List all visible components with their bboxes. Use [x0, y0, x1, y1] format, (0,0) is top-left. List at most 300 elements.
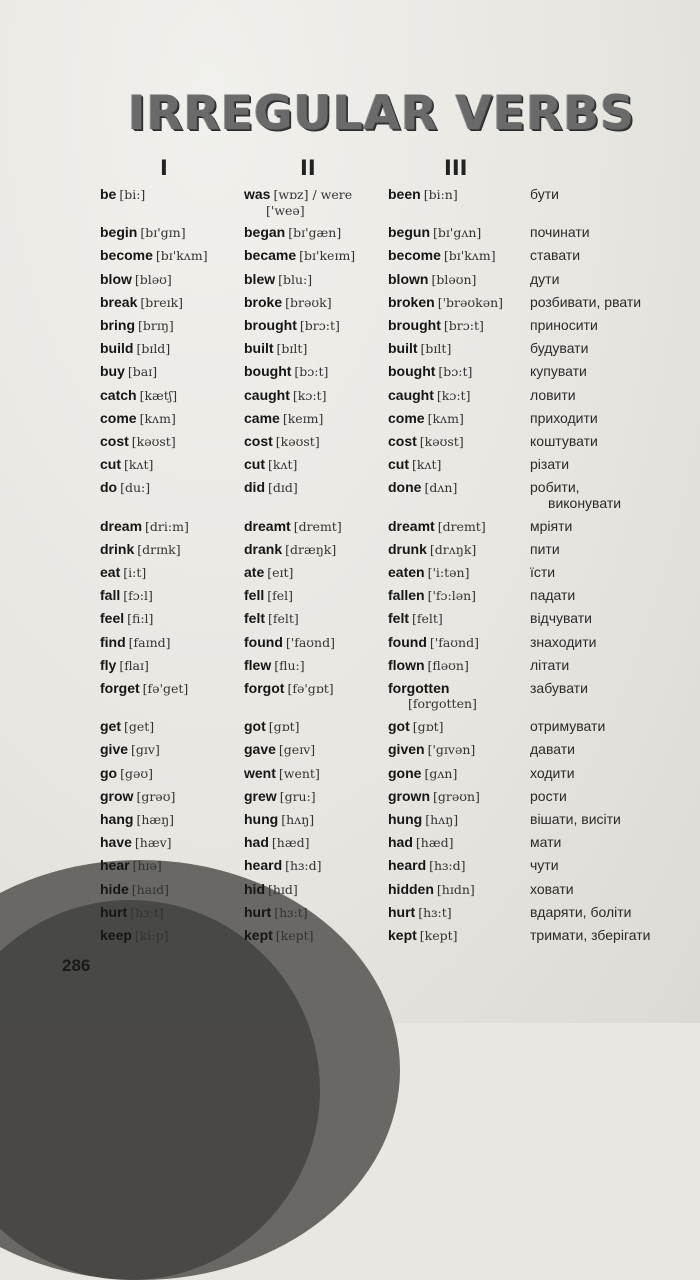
verb-word: keep: [100, 927, 132, 943]
past-simple: [244, 224, 341, 241]
base-form: [100, 541, 181, 558]
verb-word: go: [100, 764, 118, 781]
translation-text: знаходити: [530, 633, 597, 650]
verb-word: heard: [244, 857, 283, 874]
past-simple: [244, 634, 335, 651]
transcription: [kept]: [419, 928, 458, 943]
verb-word: be: [100, 186, 117, 202]
past-participle: [388, 811, 458, 828]
past-simple: [244, 881, 298, 898]
transcription: [fɔ:l]: [123, 588, 153, 604]
transcription: [grəʊ]: [136, 788, 176, 804]
verb-word: was: [244, 186, 271, 202]
translation-text: ставати: [530, 247, 581, 264]
verb-word: hurt: [388, 903, 416, 920]
base-form: [100, 340, 170, 357]
past-participle: [388, 741, 475, 758]
transcription: [dremt]: [437, 518, 486, 534]
base-form: [100, 610, 153, 627]
column-header-1: I: [160, 156, 168, 180]
base-form: [100, 564, 146, 581]
verb-word: done: [388, 479, 422, 496]
transcription: [bɪ'gæn]: [288, 225, 342, 241]
base-form: [100, 634, 171, 651]
verb-word: fly: [100, 656, 117, 673]
verb-word: found: [388, 633, 427, 650]
base-form: [100, 718, 154, 735]
transcription: [bɪld]: [136, 341, 171, 357]
transcription: [dræŋk]: [285, 541, 337, 557]
past-simple: [244, 927, 314, 944]
transcription: [fi:l]: [127, 611, 154, 627]
verb-word: drunk: [388, 540, 427, 557]
transcription: ['fɔ:lən]: [427, 588, 477, 604]
transcription: [kʌt]: [268, 457, 298, 473]
transcription: [went]: [278, 765, 320, 781]
transcription: [hʌŋ]: [425, 812, 459, 827]
translation: [530, 247, 580, 263]
translation-text: приносити: [530, 317, 598, 333]
transcription: [kəʊst]: [131, 434, 176, 449]
verb-word: hide: [100, 880, 129, 897]
base-form: [100, 479, 150, 496]
verb-word: hurt: [100, 903, 128, 920]
verb-word: fall: [100, 587, 121, 604]
past-simple: [244, 610, 299, 627]
past-simple: [244, 271, 312, 288]
base-form: [100, 680, 188, 697]
past-simple: [244, 811, 314, 828]
transcription: ['brəʊkən]: [437, 294, 504, 310]
transcription: [haɪd]: [131, 881, 170, 897]
verb-word: bought: [244, 363, 292, 380]
past-simple: [244, 247, 355, 264]
transcription: [gɪv]: [131, 742, 160, 758]
transcription: [gəʊ]: [120, 765, 154, 781]
verb-word: forget: [100, 680, 140, 696]
translation: [530, 788, 567, 804]
transcription: [kəʊst]: [275, 434, 320, 449]
verb-word: cost: [388, 433, 417, 449]
verb-word: had: [388, 834, 413, 851]
translation: [530, 410, 598, 426]
verb-word: found: [244, 633, 283, 650]
translation-text: ховати: [530, 880, 574, 897]
transcription: ['gɪvən]: [427, 742, 476, 758]
column-header-3: III: [444, 156, 468, 180]
verb-word: caught: [244, 386, 290, 403]
past-participle: [388, 857, 466, 874]
translation: [530, 363, 587, 379]
verb-word: begin: [100, 224, 138, 241]
translation: [530, 433, 598, 449]
translation: [530, 811, 621, 827]
transcription-line2: ['weə]: [266, 203, 305, 218]
transcription: [i:t]: [123, 565, 147, 580]
translation: [530, 927, 650, 943]
verb-word: bought: [388, 363, 436, 380]
past-participle: [388, 587, 476, 604]
transcription: [breɪk]: [140, 294, 184, 310]
page-number: 286: [62, 956, 91, 975]
past-simple: [244, 387, 326, 404]
past-participle: [388, 927, 458, 944]
transcription: [hɪdn]: [436, 881, 475, 897]
past-simple: [244, 657, 305, 674]
verb-word: brought: [244, 317, 297, 333]
transcription: [kept]: [275, 928, 314, 943]
verb-word: do: [100, 479, 118, 496]
transcription: [dri:m]: [145, 518, 189, 534]
verb-word: hung: [388, 811, 423, 827]
past-simple: [244, 518, 342, 535]
transcription: [drɪnk]: [137, 541, 181, 557]
base-form: [100, 518, 189, 535]
verb-word: heard: [388, 857, 427, 874]
verb-word: flown: [388, 656, 425, 673]
verb-word: break: [100, 293, 138, 310]
transcription: [hɪə]: [132, 858, 162, 874]
transcription: [hɜ:d]: [285, 858, 322, 874]
transcription: [ki:p]: [134, 928, 169, 943]
base-form: [100, 881, 169, 898]
transcription: [bɪ'keɪm]: [299, 248, 356, 264]
base-form: [100, 433, 176, 450]
verb-word: dream: [100, 517, 143, 534]
translation-text: рости: [530, 787, 567, 804]
transcription: [wɒz] / were: [273, 187, 353, 202]
verb-word: blown: [388, 270, 429, 287]
base-form: [100, 811, 174, 828]
translation: [530, 564, 555, 580]
verb-word: did: [244, 479, 265, 496]
translation: [530, 271, 559, 287]
verb-word: cut: [100, 456, 121, 473]
translation-text: різати: [530, 456, 570, 473]
past-participle: [388, 410, 464, 427]
verb-word: kept: [388, 927, 417, 943]
past-simple: [244, 904, 308, 921]
base-form: [100, 788, 175, 805]
base-form: [100, 587, 153, 604]
translation: [530, 186, 559, 202]
past-simple: [244, 479, 298, 496]
verb-word: went: [244, 764, 276, 781]
base-form: [100, 904, 164, 921]
past-participle: [388, 387, 470, 404]
translation-text: чути: [530, 857, 559, 874]
transcription: [kʌm]: [139, 410, 176, 426]
transcription: [hæŋ]: [136, 812, 175, 827]
transcription: [hʌŋ]: [281, 812, 315, 827]
verb-word: cut: [244, 456, 265, 473]
transcription: [kʌt]: [412, 457, 442, 473]
past-participle: [388, 634, 479, 651]
transcription: [bɪlt]: [276, 341, 308, 357]
translation: [530, 904, 631, 920]
past-participle: [388, 294, 503, 311]
verb-word: grew: [244, 787, 277, 804]
base-form: [100, 857, 162, 874]
verb-word: come: [100, 409, 137, 426]
transcription: [kætʃ]: [139, 387, 178, 403]
transcription: [kɔ:t]: [436, 387, 471, 403]
transcription: [bɪlt]: [420, 341, 452, 357]
translation-text: робити,: [530, 479, 580, 496]
verb-word: hurt: [244, 903, 272, 920]
page-title: IRREGULAR VERBS: [128, 86, 635, 141]
transcription: [flaɪ]: [119, 657, 149, 673]
base-form: [100, 186, 145, 203]
transcription: [hɜ:t]: [418, 904, 452, 920]
verb-word: give: [100, 741, 129, 758]
past-participle: [388, 881, 475, 898]
verb-word: eaten: [388, 564, 425, 580]
translation-text: купувати: [530, 363, 587, 380]
translation-text: мати: [530, 834, 562, 851]
past-participle: [388, 788, 480, 805]
past-simple: [244, 541, 336, 558]
verb-word: become: [388, 247, 441, 264]
translation: [530, 657, 569, 673]
transcription: [brɔ:t]: [443, 318, 484, 333]
past-participle: [388, 718, 444, 735]
verb-word: ate: [244, 564, 265, 580]
transcription: [hæd]: [415, 835, 454, 851]
translation-text: коштувати: [530, 433, 598, 449]
transcription: ['faʊnd]: [285, 634, 335, 650]
verb-word: dreamt: [388, 517, 435, 534]
translation-text: бути: [530, 186, 559, 202]
transcription: [hɜ:t]: [130, 904, 164, 920]
verb-word: hear: [100, 857, 130, 874]
verb-word: get: [100, 718, 121, 735]
base-form: [100, 294, 183, 311]
translation: [530, 340, 588, 356]
verb-word: buy: [100, 363, 125, 380]
transcription: [kʌt]: [124, 457, 154, 473]
translation: [530, 834, 561, 850]
transcription: ['faʊnd]: [429, 634, 479, 650]
transcription: [felt]: [412, 611, 443, 627]
past-participle: [388, 186, 458, 203]
transcription: [bi:n]: [423, 187, 458, 202]
past-participle: [388, 456, 441, 473]
transcription: [bɪ'kʌm]: [443, 248, 496, 264]
transcription: [hæv]: [134, 835, 172, 851]
transcription: [kʌm]: [427, 410, 464, 426]
verb-word: hang: [100, 811, 134, 827]
column-header-2: II: [300, 156, 316, 180]
past-participle: [388, 224, 481, 241]
translation: [530, 765, 575, 781]
transcription: [du:]: [120, 480, 151, 496]
past-simple: [244, 765, 320, 782]
past-participle: [388, 271, 476, 288]
verb-word: broke: [244, 293, 283, 310]
verb-word: felt: [388, 610, 409, 627]
past-participle: [388, 317, 484, 334]
translation: [530, 387, 576, 403]
past-participle: [388, 363, 472, 380]
translation-text: ловити: [530, 386, 576, 403]
verb-word: forgot: [244, 680, 285, 696]
translation: [530, 541, 560, 557]
past-simple: [244, 718, 300, 735]
base-form: [100, 224, 186, 241]
verb-word: began: [244, 224, 286, 241]
translation-line2: виконувати: [548, 495, 622, 512]
translation-text: мріяти: [530, 517, 573, 534]
transcription: [dremt]: [293, 518, 342, 534]
transcription: [gɒt]: [268, 719, 300, 735]
verb-word: hid: [244, 880, 265, 897]
verb-word: got: [244, 718, 266, 735]
translation: [530, 456, 569, 472]
past-participle: [388, 247, 496, 264]
translation-text: забувати: [530, 680, 588, 696]
past-participle: [388, 610, 443, 627]
translation: [530, 479, 621, 511]
transcription: [bɔ:t]: [294, 364, 329, 380]
transcription: [dʌn]: [424, 480, 458, 496]
translation-text: ходити: [530, 764, 575, 781]
verb-word: brought: [388, 317, 441, 333]
translation: [530, 317, 598, 333]
past-simple: [244, 587, 293, 604]
verb-word: had: [244, 834, 269, 851]
verb-word: got: [388, 718, 410, 735]
verb-word: grown: [388, 787, 430, 804]
verb-word: become: [100, 247, 153, 264]
transcription: [fə'gɒt]: [287, 681, 334, 696]
verb-word: caught: [388, 386, 434, 403]
verb-word: have: [100, 834, 132, 851]
base-form: [100, 456, 153, 473]
base-form: [100, 927, 168, 944]
verb-word: drink: [100, 540, 135, 557]
transcription: [keɪm]: [282, 410, 324, 426]
transcription: [fə'get]: [142, 681, 189, 696]
translation-text: відчувати: [530, 610, 593, 627]
translation-text: вдаряти, боліти: [530, 903, 632, 920]
verb-word: given: [388, 741, 425, 758]
transcription: [dɪd]: [268, 480, 298, 496]
verb-word: gone: [388, 764, 422, 781]
base-form: [100, 834, 172, 851]
past-simple: [244, 294, 332, 311]
past-simple: [244, 788, 316, 805]
verb-word: gave: [244, 741, 276, 758]
base-form: [100, 410, 176, 427]
verb-word: blew: [244, 270, 276, 287]
past-simple: [244, 564, 293, 581]
transcription: [hɜ:t]: [274, 904, 308, 920]
verb-word: felt: [244, 610, 265, 627]
verb-word: feel: [100, 610, 125, 627]
transcription: [flu:]: [274, 657, 305, 673]
verb-word: catch: [100, 386, 137, 403]
base-form: [100, 657, 149, 674]
past-participle: [388, 518, 486, 535]
transcription-line2: [forgotten]: [408, 696, 477, 711]
transcription: [hɪd]: [268, 881, 298, 897]
verb-word: eat: [100, 564, 121, 580]
past-simple: [244, 340, 307, 357]
verb-word: cost: [100, 433, 129, 449]
verb-word: hung: [244, 811, 279, 827]
translation: [530, 224, 590, 240]
base-form: [100, 741, 160, 758]
transcription: [fləʊn]: [427, 657, 469, 673]
past-simple: [244, 834, 309, 851]
past-participle: [388, 479, 457, 496]
translation-text: отримувати: [530, 718, 606, 735]
past-participle: [388, 433, 464, 450]
base-form: [100, 271, 172, 288]
past-participle: [388, 564, 469, 581]
translation: [530, 857, 559, 873]
verb-word: broken: [388, 293, 435, 310]
verb-word: dreamt: [244, 517, 291, 534]
transcription: [bləʊ]: [134, 271, 172, 287]
past-simple: [244, 741, 315, 758]
translation-text: тримати, зберігати: [530, 927, 651, 943]
verb-word: cut: [388, 456, 409, 473]
transcription: [gɒt]: [412, 719, 444, 735]
transcription: [brɪŋ]: [138, 318, 174, 333]
translation-text: вішати, висіти: [530, 811, 621, 827]
transcription: [blu:]: [278, 271, 313, 287]
verb-word: built: [244, 340, 274, 357]
past-simple: [244, 433, 320, 450]
transcription: [bɪ'gɪn]: [140, 225, 186, 241]
verb-word: find: [100, 633, 126, 650]
base-form: [100, 765, 153, 782]
translation: [530, 881, 574, 897]
past-participle: [388, 541, 476, 558]
translation: [530, 634, 596, 650]
transcription: [brɔ:t]: [299, 318, 340, 333]
translation-text: давати: [530, 741, 575, 758]
transcription: [bləʊn]: [431, 271, 477, 287]
translation-text: пити: [530, 540, 560, 557]
verb-word: been: [388, 186, 421, 202]
transcription: [brəʊk]: [285, 294, 332, 310]
transcription: [bi:]: [119, 187, 146, 202]
base-form: [100, 317, 174, 334]
translation-text: розбивати, рвати: [530, 293, 642, 310]
verb-word: fell: [244, 587, 265, 604]
past-simple: [244, 317, 340, 334]
transcription: [faɪnd]: [128, 634, 171, 650]
transcription: [fel]: [267, 588, 294, 604]
verb-word: built: [388, 340, 418, 357]
verb-word: cost: [244, 433, 273, 449]
base-form: [100, 387, 177, 404]
verb-word: flew: [244, 656, 272, 673]
past-participle: [388, 340, 451, 357]
translation: [530, 610, 592, 626]
translation-text: починати: [530, 224, 590, 241]
verb-word: kept: [244, 927, 273, 943]
transcription: [bɪ'gʌn]: [433, 225, 482, 241]
verb-word: fallen: [388, 587, 425, 604]
past-participle: [388, 834, 453, 851]
base-form: [100, 363, 157, 380]
transcription: [grəʊn]: [433, 788, 480, 804]
verb-word: bring: [100, 317, 135, 333]
